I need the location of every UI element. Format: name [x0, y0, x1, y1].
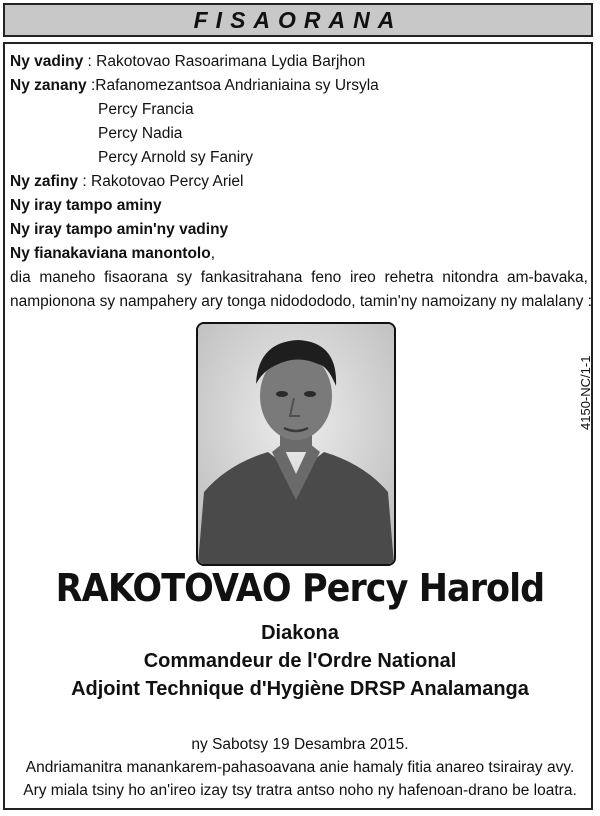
- thanks-line-1: dia maneho fisaorana sy fankasitrahana feno ireo rehetra nitondra am-bavaka,: [10, 269, 588, 286]
- portrait-image: [198, 324, 394, 564]
- relatives-line: Ny iray tampo aminy: [10, 197, 162, 214]
- reference-code: 4150-NC/1-1: [578, 355, 593, 430]
- header-banner: [3, 3, 593, 37]
- family-list: [10, 50, 379, 266]
- family-row-grandchild: Ny zafiny : Rakotovao Percy Ariel: [10, 173, 244, 190]
- blessing-line: Andriamanitra manankarem-pahasoavana anie hamaly fitia anareo tsirairay avy.: [25, 759, 575, 776]
- family-label: Ny zafiny: [10, 173, 79, 190]
- relatives-line: Ny fianakaviana manontolo,: [10, 245, 216, 262]
- family-value: Rakotovao Percy Ariel: [91, 173, 244, 190]
- family-row-children: Ny zanany :Rafanomezantsoa Andrianiaina sy Ursyla: [10, 77, 379, 94]
- family-value: Rafanomezantsoa Andrianiaina sy Ursyla: [95, 77, 379, 94]
- deceased-title: Diakona: [261, 622, 339, 644]
- thanks-line-2: nampionona sy nampahery ary tonga nidodododo, tamin'ny namoizany ny malalany :: [10, 293, 592, 310]
- family-row-child: Percy Arnold sy Faniry: [98, 149, 254, 166]
- family-row-child: Percy Francia: [98, 101, 194, 118]
- deceased-name: RAKOTOVAO Percy Harold: [55, 566, 545, 610]
- page-title: FISAORANA: [193, 6, 403, 33]
- deceased-title: Adjoint Technique d'Hygiène DRSP Analamanga: [71, 678, 529, 700]
- family-row-child: Percy Nadia: [98, 125, 183, 142]
- deceased-title: Commandeur de l'Ordre National: [143, 650, 457, 672]
- relatives-line: Ny iray tampo amin'ny vadiny: [10, 221, 229, 238]
- family-row-spouse: Ny vadiny : Rakotovao Rasoarimana Lydia Barjhon: [10, 53, 366, 70]
- family-label: Ny vadiny: [10, 53, 84, 70]
- portrait-photo: [196, 322, 396, 566]
- apology-line: Ary miala tsiny ho an'ireo izay tsy tratra antso noho ny hafenoan-drano be loatra.: [23, 782, 577, 799]
- family-value: Rakotovao Rasoarimana Lydia Barjhon: [96, 53, 366, 70]
- family-label: Ny zanany: [10, 77, 87, 94]
- death-date: ny Sabotsy 19 Desambra 2015.: [191, 736, 409, 753]
